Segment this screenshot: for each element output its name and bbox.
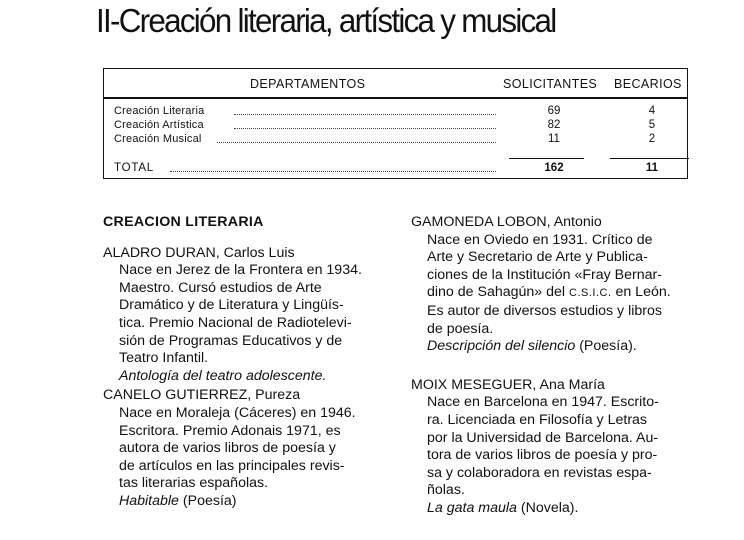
dot-leader [217, 142, 496, 143]
dot-leader [234, 128, 496, 129]
dot-leader [234, 114, 496, 115]
work-title: Antología del teatro adolescente. [119, 367, 327, 384]
work-genre: (Poesía). [575, 338, 637, 355]
entry-text-line: Teatro Infantil. [119, 350, 209, 367]
entry-text-line: Es autor de diversos estudios y libros [427, 302, 662, 319]
entry-work [103, 368, 393, 386]
entry-name: CANELO GUTIERREZ, Pureza [103, 387, 301, 404]
biography-entry [411, 377, 701, 518]
entry-name: MOIX MESEGUER, Ana María [411, 376, 605, 393]
sum-rule [509, 158, 584, 159]
entry-text-line: de poesía. [427, 320, 494, 337]
work-title: Habitable [119, 492, 179, 509]
work-genre: (Novela). [516, 499, 579, 516]
right-column [411, 214, 701, 531]
entry-text-line: sión de Programas Educativos y de [119, 332, 343, 349]
total-row [104, 162, 687, 176]
total-label: TOTAL [114, 162, 154, 174]
row-becarios: 5 [648, 119, 656, 131]
entry-text-line: ra. Licenciada en Filosofía y Letras [427, 411, 648, 428]
row-solicitantes: 11 [548, 133, 560, 145]
sum-rule [610, 158, 689, 159]
statistics-table [103, 68, 688, 179]
header-rule [104, 97, 687, 99]
row-department: Creación Literaria [114, 105, 205, 117]
entry-text-line: Nace en Oviedo en 1931. Crítico de [427, 231, 653, 248]
entry-text-line: Dramático y de Literatura y Lingüís- [119, 297, 344, 314]
entry-text-fragment: dino de Sahagún» del [427, 284, 569, 301]
entry-text-line: por la Universidad de Barcelona. Au- [427, 429, 659, 446]
header-departamentos: DEPARTAMENTOS [250, 77, 366, 91]
entry-text-line: de artículos en las principales revis- [119, 457, 345, 474]
work-title: Descripción del silencio [427, 338, 576, 355]
entry-text-line: tica. Premio Nacional de Radiotelevi- [119, 314, 352, 331]
row-department: Creación Artística [114, 119, 204, 131]
total-becarios: 11 [645, 162, 659, 174]
biography-entry [103, 387, 393, 510]
biography-entry [103, 245, 393, 386]
row-department: Creación Musical [114, 133, 202, 145]
page-title: II-Creación literaria, artística y musical [96, 2, 556, 39]
row-solicitantes: 82 [547, 119, 561, 131]
entry-text-line: sa y colaboradora en revistas espa- [427, 464, 652, 481]
entry-text-line: tora de varios libros de poesía y pro- [427, 447, 658, 464]
entry-text-line: ciones de la Institución «Fray Bernar- [427, 266, 662, 283]
entry-text-line: tas literarias españolas. [119, 475, 269, 492]
entry-text-line: ñolas. [427, 482, 465, 499]
entry-text-fragment: en León. [611, 284, 671, 301]
entry-text-line: Nace en Barcelona en 1947. Escrito- [427, 394, 659, 411]
left-column [103, 214, 393, 524]
entry-text-line: autora de varios libros de poesía y [119, 440, 336, 457]
work-title: La gata maula [427, 499, 517, 516]
entry-work [411, 500, 701, 518]
dot-leader [170, 171, 496, 172]
biography-entry [411, 214, 701, 356]
header-solicitantes: SOLICITANTES [503, 77, 598, 91]
row-becarios: 4 [648, 105, 656, 117]
entry-name: GAMONEDA LOBON, Antonio [411, 214, 602, 230]
entry-name: ALADRO DURAN, Carlos Luis [103, 244, 295, 261]
row-solicitantes: 69 [547, 105, 561, 117]
section-heading: CREACION LITERARIA [103, 214, 264, 230]
entry-text-line: Arte y Secretario de Arte y Publica- [427, 249, 648, 266]
table-row [104, 119, 687, 133]
entry-text-line: Maestro. Cursó estudios de Arte [119, 279, 322, 296]
entry-text-line: Escritora. Premio Adonais 1971, es [119, 422, 341, 439]
entry-work [411, 338, 701, 356]
row-becarios: 2 [648, 133, 656, 145]
table-row [104, 105, 687, 119]
work-genre: (Poesía) [178, 492, 237, 509]
csic-abbreviation: C.S.I.C. [569, 287, 612, 300]
entry-work [103, 493, 393, 511]
entry-text-line [411, 284, 701, 303]
total-solicitantes: 162 [544, 162, 564, 174]
table-row [104, 133, 687, 147]
entry-text-line: Nace en Moraleja (Cáceres) en 1946. [119, 404, 356, 421]
header-becarios: BECARIOS [614, 77, 682, 91]
entry-text-line: Nace en Jerez de la Frontera en 1934. [119, 262, 362, 279]
